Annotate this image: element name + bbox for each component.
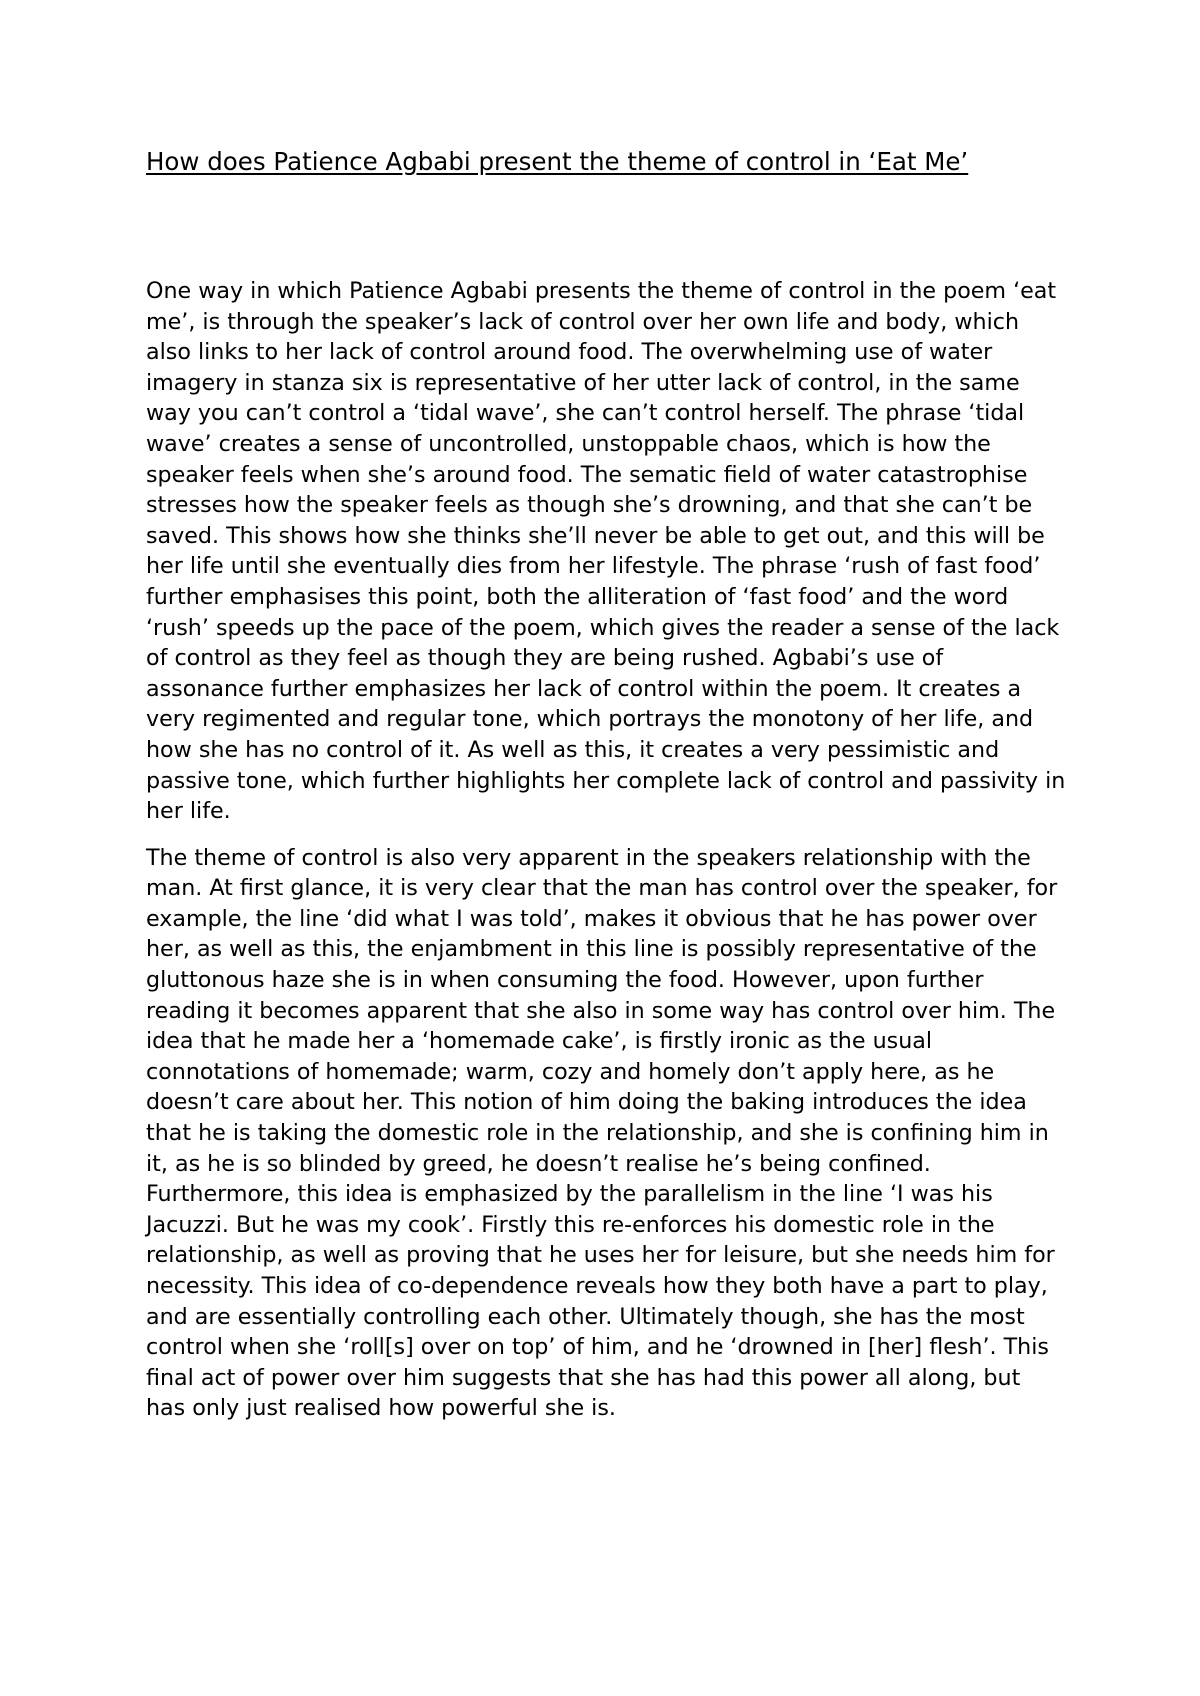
- paragraph-1: One way in which Patience Agbabi presents the theme of control in the poem ‘eat me’, is through the speaker’s lack of control over her own life and body, which also links to her lack of control around food. The overwhelming use of water imagery in stanza six is representative of her utter lack of control, in the same way you can’t control a ‘tidal wave’, she can’t control herself. The phrase ‘tidal wave’ creates a sense of uncontrolled, unstoppable chaos, which is how the speaker feels when she’s around food. The sematic field of water catastrophise stresses how the speaker feels as though she’s drowning, and that she can’t be saved. This shows how she thinks she’ll never be able to get out, and this will be her life until she eventually dies from her lifestyle. The phrase ‘rush of fast food’ further emphasises this point, both the alliteration of ‘fast food’ and the word ‘rush’ speeds up the pace of the poem, which gives the reader a sense of the lack of control as they feel as though they are being rushed. Agbabi’s use of assonance further emphasizes her lack of control within the poem. It creates a very regimented and regular tone, which portrays the monotony of her life, and how she has no control of it. As well as this, it creates a very pessimistic and passive tone, which further highlights her complete lack of control and passivity in her life.: [146, 278, 1066, 825]
- paragraph-2: The theme of control is also very apparent in the speakers relationship with the man. At first glance, it is very clear that the man has control over the speaker, for example, the line ‘did what I was told’, makes it obvious that he has power over her, as well as this, the enjambment in this line is possibly representative of the gluttonous haze she is in when consuming the food. However, upon further reading it becomes apparent that she also in some way has control over him. The idea that he made her a ‘homemade cake’, is firstly ironic as the usual connotations of homemade; warm, cozy and homely don’t apply here, as he doesn’t care about her. This notion of him doing the baking introduces the idea that he is taking the domestic role in the relationship, and she is confining him in it, as he is so blinded by greed, he doesn’t realise he’s being confined. Furthermore, this idea is emphasized by the parallelism in the line ‘I was his Jacuzzi. But he was my cook’. Firstly this re-enforces his domestic role in the relationship, as well as proving that he uses her for leisure, but she needs him for necessity. This idea of co-dependence reveals how they both have a part to play, and are essentially controlling each other. Ultimately though, she has the most control when she ‘roll[s] over on top’ of him, and he ‘drowned in [her] flesh’. This final act of power over him suggests that she has had this power all along, but has only just realised how powerful she is.: [146, 844, 1058, 1422]
- document-title: How does Patience Agbabi present the theme of control in ‘Eat Me’: [146, 147, 969, 176]
- document-body: [146, 276, 1066, 1440]
